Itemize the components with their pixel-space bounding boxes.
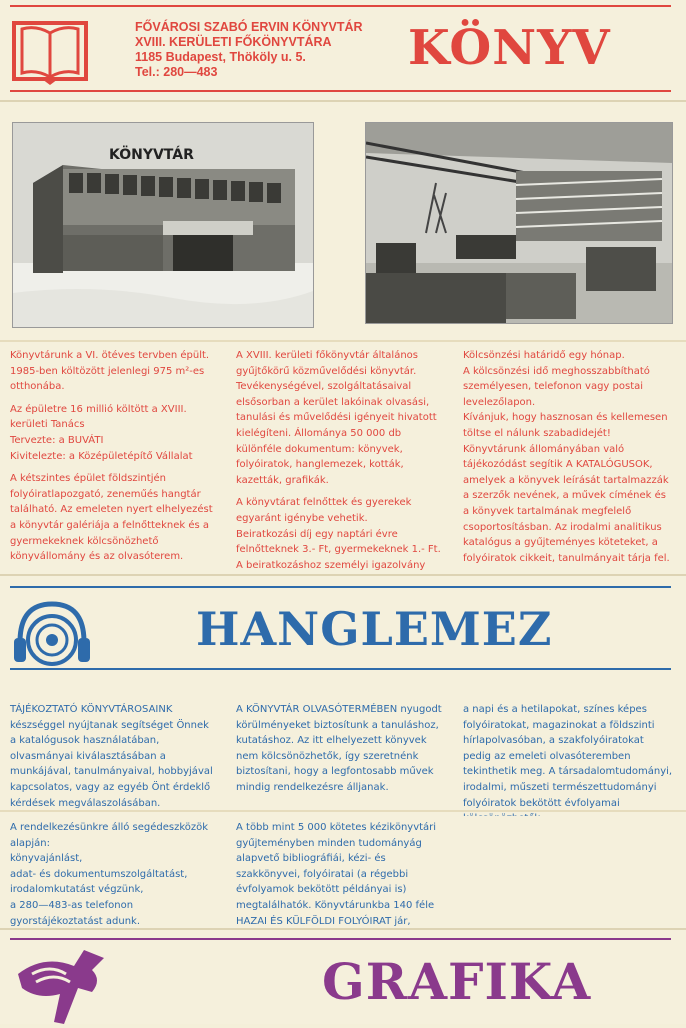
services-1-line-3: adat- és dokumentumszolgáltatást, bbox=[10, 868, 188, 880]
intro-panel bbox=[0, 102, 686, 574]
open-book-icon bbox=[12, 17, 88, 91]
intro-3-para-2: A kölcsönzési idő meghosszabbítható személyesen, telefonon vagy postai levelezőlapon. bbox=[463, 365, 650, 408]
services-1-line-5: a 280—483-as telefonon gyorstájékoztatást adunk. bbox=[10, 899, 141, 927]
intro-3-para-3: Kívánjuk, hogy hasznosan és kellemesen töltse el nálunk szabadidejét! bbox=[463, 412, 668, 439]
grafika-top-rule bbox=[10, 938, 671, 940]
photo-fold bbox=[0, 340, 686, 342]
library-address bbox=[135, 20, 363, 80]
intro-2-para-2: A könyvtárat felnőttek és gyerekek egyaránt igénybe vehetik. bbox=[236, 497, 412, 524]
building-sign: KÖNYVTÁR bbox=[109, 147, 194, 163]
hanglemez-bottom-rule bbox=[10, 668, 671, 670]
grafika-panel bbox=[0, 930, 686, 1024]
hanglemez-panel bbox=[0, 576, 686, 816]
hanglemez-title: HANGLEMEZ bbox=[196, 602, 553, 656]
info-column-3 bbox=[463, 702, 673, 834]
library-street: 1185 Budapest, Thököly u. 5. bbox=[135, 50, 306, 64]
intro-1-para-4: Kivitelezte: a Középületépítő Vállalat bbox=[10, 450, 193, 462]
intro-3-para-1: Kölcsönzési határidő egy hónap. bbox=[463, 350, 625, 361]
header-bottom-rule bbox=[10, 90, 671, 92]
library-branch: XVIII. KERÜLETI FŐKÖNYVTÁRA bbox=[135, 35, 332, 49]
services-column-1 bbox=[10, 820, 218, 929]
building-photo bbox=[12, 122, 314, 328]
info-column-2 bbox=[236, 702, 442, 803]
info-3-para: a napi és a hetilapokat, színes képes folyóiratokat, magazinokat a földszinti hírlapolvasóban, a szakfolyóiratokat pedig az emeleti olvasóteremben tekinthetik meg. A társadalomtudományi, irodalmi, műszeti természettudományi folyóiratok bekötött évfolyamai bbox=[463, 704, 673, 809]
info-column-1 bbox=[10, 702, 218, 818]
header-panel bbox=[0, 0, 686, 100]
services-panel bbox=[0, 816, 686, 928]
intro-column-2 bbox=[236, 348, 442, 596]
intro-2-para-3: Beiratkozási díj egy naptári évre felnőtteknek 3.- Ft, gyermekeknek 1.- Ft. bbox=[236, 528, 441, 556]
services-1-line-2: könyvajánlást, bbox=[10, 853, 83, 865]
header-top-rule bbox=[10, 5, 671, 7]
services-2-para: A több mint 5 000 kötetes kézikönyvtári gyűjteményben minden tudományág alapvető bibliográfiái, kézi- és szakkönyvei, folyóiratai (a régebbi évfolyamok bekötött példányai is) megtalálhatók. Könyvtárunkba 140 féle HAZAI ÉS KÜLFÖLDI FOLYÓIRAT jár, bbox=[236, 822, 437, 927]
services-1-line-4: irodalomkutatást végzünk, bbox=[10, 884, 144, 896]
services-1-line-1: A rendelkezésünkre álló segédeszközök alapján: bbox=[10, 822, 209, 849]
info-2-para: A KÖNYVTÁR OLVASÓTERMÉBEN nyugodt körülményeket biztosítunk a tanuláshoz, kutatáshoz. Az itt elhelyezett könyvek nem kölcsönözhetők, így szeretnénk biztosítani, hogy a legfontosabb művek mindig rendelkezésre álljanak. bbox=[236, 704, 442, 793]
pegasus-icon bbox=[14, 944, 110, 1028]
services-column-2 bbox=[236, 820, 442, 945]
reading-room-photo bbox=[365, 122, 673, 324]
intro-1-para-1: Könyvtárunk a VI. ötéves tervben épült. 1985-ben költözött jelenlegi 975 m²-es otthonába. bbox=[10, 350, 210, 393]
intro-2-para-1: A XVIII. kerületi főkönyvtár általános gyűjtőkörű közművelődési könyvtár. Tevékenységével, szolgáltatásaival elsősorban a kerület lakóinak olvasási, tanulási és művelődési igényeit hivatott kielégíteni. Állománya 50 000 db különféle dokumentum: könyvek, folyóiratok, hanglemezek, kották, kazetták, grafikák. bbox=[236, 350, 437, 486]
hanglemez-top-rule bbox=[10, 586, 671, 588]
grafika-title: GRAFIKA bbox=[322, 952, 592, 1011]
intro-2-para-4: A beiratkozáshoz személyi igazolvány bbox=[236, 559, 426, 571]
intro-column-1 bbox=[10, 348, 218, 572]
headphones-record-icon bbox=[12, 598, 92, 674]
intro-3-para-4: Könyvtárunk állományában való tájékozódást segítik A KATALÓGUSOK, amelyek a könyvek leírását tartalmazzák a szerzők nevének, a művek címének és a könyvek tartalmának megfelelő csoportosításban. Az irodalmi analitikus katalógus a gyűjteményes köteteket, a folyóiratok cikkeit, tanulmányait tárja fel. bbox=[463, 443, 670, 564]
konyv-title: KÖNYV bbox=[408, 20, 611, 76]
intro-column-3 bbox=[463, 348, 673, 573]
intro-1-para-2: Az épületre 16 millió költött a XVIII. kerületi Tanács bbox=[10, 403, 187, 431]
intro-1-para-3: Tervezte: a BUVÁTI bbox=[10, 434, 104, 446]
library-phone: Tel.: 280—483 bbox=[135, 65, 218, 79]
inner-fold bbox=[0, 810, 686, 812]
library-name: FŐVÁROSI SZABÓ ERVIN KÖNYVTÁR bbox=[135, 20, 363, 34]
info-1-para: TÁJÉKOZTATÓ KÖNYVTÁROSAINK készséggel nyújtanak segítséget Önnek a katalógusok használatában, olvasmányai kiválasztásában a munkájával, tanulmányaival, hobbyjával kapcsolatos, vagy az egyéb Önt érdeklő kérdések megválaszolásában. bbox=[10, 704, 213, 809]
intro-1-para-5: A kétszintes épület földszintjén folyóiratlapozgató, zeneműés hangtár található. Az emeleten nyert elhelyezést a könyvtár galériája a felnőtteknek és a gyermekeknek kölcsönözhető könyvállomány és az olvasóterem. bbox=[10, 473, 213, 563]
